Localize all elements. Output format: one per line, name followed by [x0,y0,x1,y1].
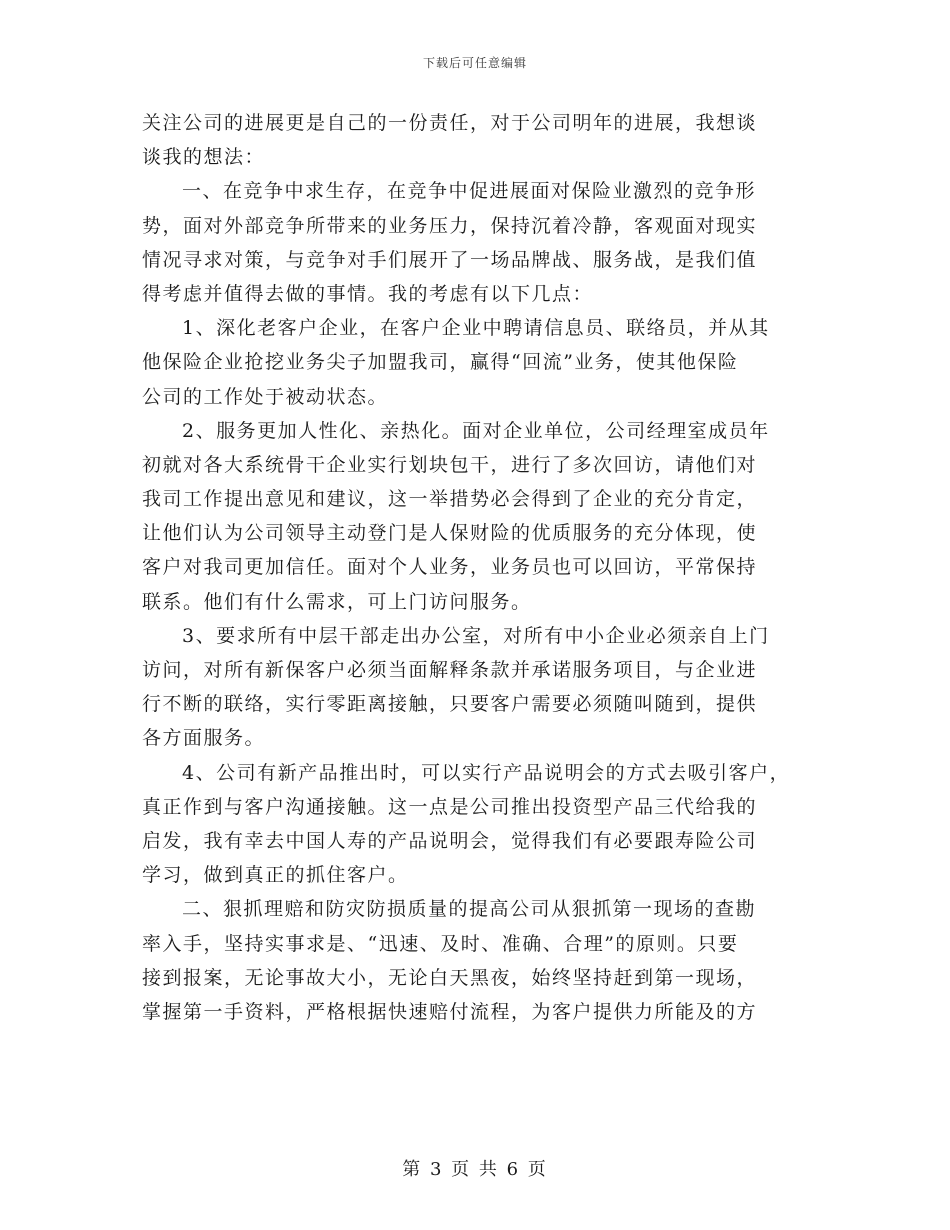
paragraph-line: 学习，做到真正的抓住客户。 [142,864,409,887]
paragraph-line: 4、公司有新产品推出时，可以实行产品说明会的方式去吸引客户， [182,761,791,784]
paragraph-line: 我司工作提出意见和建议，这一举措势必会得到了企业的充分肯定， [142,488,758,511]
paragraph-line: 行不断的联络，实行零距离接触，只要客户需要必须随叫随到，提供 [142,693,758,716]
paragraph-line: 客户对我司更加信任。面对个人业务，业务员也可以回访，平常保持 [142,556,758,579]
paragraph-line: 谈我的想法： [142,146,266,169]
paragraph-line: 率入手，坚持实事求是、“迅速、及时、准确、合理”的原则。只要 [142,932,739,955]
header-note: 下载后可任意编辑 [422,56,527,70]
paragraph-line: 让他们认为公司领导主动登门是人保财险的优质服务的充分体现，使 [142,522,758,545]
paragraph-line: 情况寻求对策，与竞争对手们展开了一场品牌战、服务战，是我们值 [142,248,758,271]
paragraph-line: 联系。他们有什么需求，可上门访问服务。 [142,590,532,613]
paragraph-line: 掌握第一手资料，严格根据快速赔付流程，为客户提供力所能及的方 [142,1000,758,1023]
paragraph-line: 3、要求所有中层干部走出办公室，对所有中小企业必须亲自上门 [182,624,770,647]
paragraph-line: 2、服务更加人性化、亲热化。面对企业单位，公司经理室成员年 [182,419,770,442]
body-text [142,106,802,1029]
page-number: 第 3 页 共 6 页 [402,1159,548,1180]
paragraph-line: 公司的工作处于被动状态。 [142,385,389,408]
page-footer [0,1155,950,1181]
paragraph-line: 1、深化老客户企业，在客户企业中聘请信息员、联络员，并从其 [182,317,770,340]
paragraph-line: 势，面对外部竞争所带来的业务压力，保持沉着冷静，客观面对现实 [142,214,758,237]
paragraph-line: 接到报案，无论事故大小，无论白天黑夜，始终坚持赶到第一现场， [142,966,758,989]
paragraph-line: 一、在竞争中求生存，在竞争中促进展面对保险业激烈的竞争形 [182,180,757,203]
paragraph-line: 启发，我有幸去中国人寿的产品说明会，觉得我们有必要跟寿险公司 [142,829,758,852]
paragraph-line: 二、狠抓理赔和防灾防损质量的提高公司从狠抓第一现场的查勘 [182,898,757,921]
paragraph-line: 访问，对所有新保客户必须当面解释条款并承诺服务项目，与企业进 [142,659,758,681]
paragraph-line: 关注公司的进展更是自己的一份责任，对于公司明年的进展，我想谈 [142,112,758,134]
paragraph-line: 他保险企业抢挖业务尖子加盟我司，赢得“回流”业务，使其他保险 [142,351,739,374]
paragraph-line: 真正作到与客户沟通接触。这一点是公司推出投资型产品三代给我的 [142,795,758,818]
paragraph-line: 得考虑并值得去做的事情。我的考虑有以下几点： [142,282,594,305]
paragraph-line: 各方面服务。 [142,727,266,750]
paragraph-line: 初就对各大系统骨干企业实行划块包干，进行了多次回访，请他们对 [142,453,758,476]
